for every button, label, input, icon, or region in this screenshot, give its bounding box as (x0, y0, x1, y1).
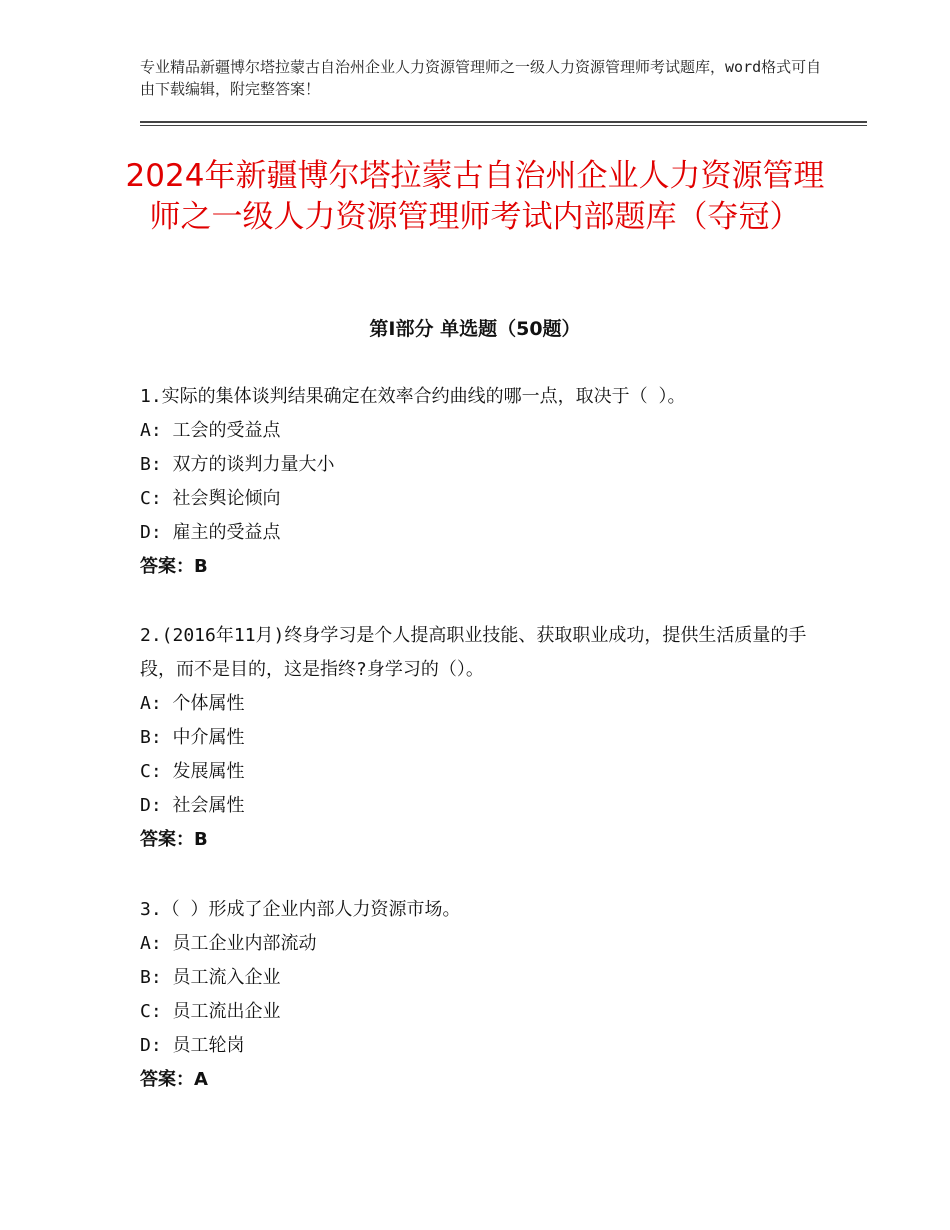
option-d: D: 员工轮岗 (140, 1035, 245, 1056)
option-c: C: 发展属性 (140, 761, 245, 782)
option-d: D: 雇主的受益点 (140, 522, 281, 543)
option-d: D: 社会属性 (140, 795, 245, 816)
question-3 (140, 893, 830, 1097)
question-2 (140, 619, 830, 857)
option-a: A: 员工企业内部流动 (140, 933, 317, 954)
option-b: B: 员工流入企业 (140, 967, 281, 988)
document-title: 2024年新疆博尔塔拉蒙古自治州企业人力资源管理师之一级人力资源管理师考试内部题库（夺冠） (125, 158, 825, 235)
question-stem: 3.（ ）形成了企业内部人力资源市场。 (140, 899, 461, 920)
section-title: 第Ⅰ部分 单选题（50题） (369, 318, 581, 340)
question-1 (140, 380, 830, 584)
header-divider-thin (140, 125, 867, 126)
question-stem: 1.实际的集体谈判结果确定在效率合约曲线的哪一点，取决于（ ）。 (140, 386, 686, 407)
option-a: A: 个体属性 (140, 693, 245, 714)
option-b: B: 中介属性 (140, 727, 245, 748)
header-note: 专业精品新疆博尔塔拉蒙古自治州企业人力资源管理师之一级人力资源管理师考试题库，word格式可自由下载编辑，附完整答案！ (140, 58, 822, 98)
answer: 答案：B (140, 829, 208, 850)
question-stem: 2.(2016年11月)终身学习是个人提高职业技能、获取职业成功，提供生活质量的手段，而不是目的，这是指终?身学习的（）。 (140, 625, 807, 680)
answer: 答案：B (140, 556, 208, 577)
option-c: C: 社会舆论倾向 (140, 488, 281, 509)
answer: 答案：A (140, 1069, 208, 1090)
option-b: B: 双方的谈判力量大小 (140, 454, 335, 475)
header-divider-thick (140, 121, 867, 123)
option-c: C: 员工流出企业 (140, 1001, 281, 1022)
option-a: A: 工会的受益点 (140, 420, 281, 441)
